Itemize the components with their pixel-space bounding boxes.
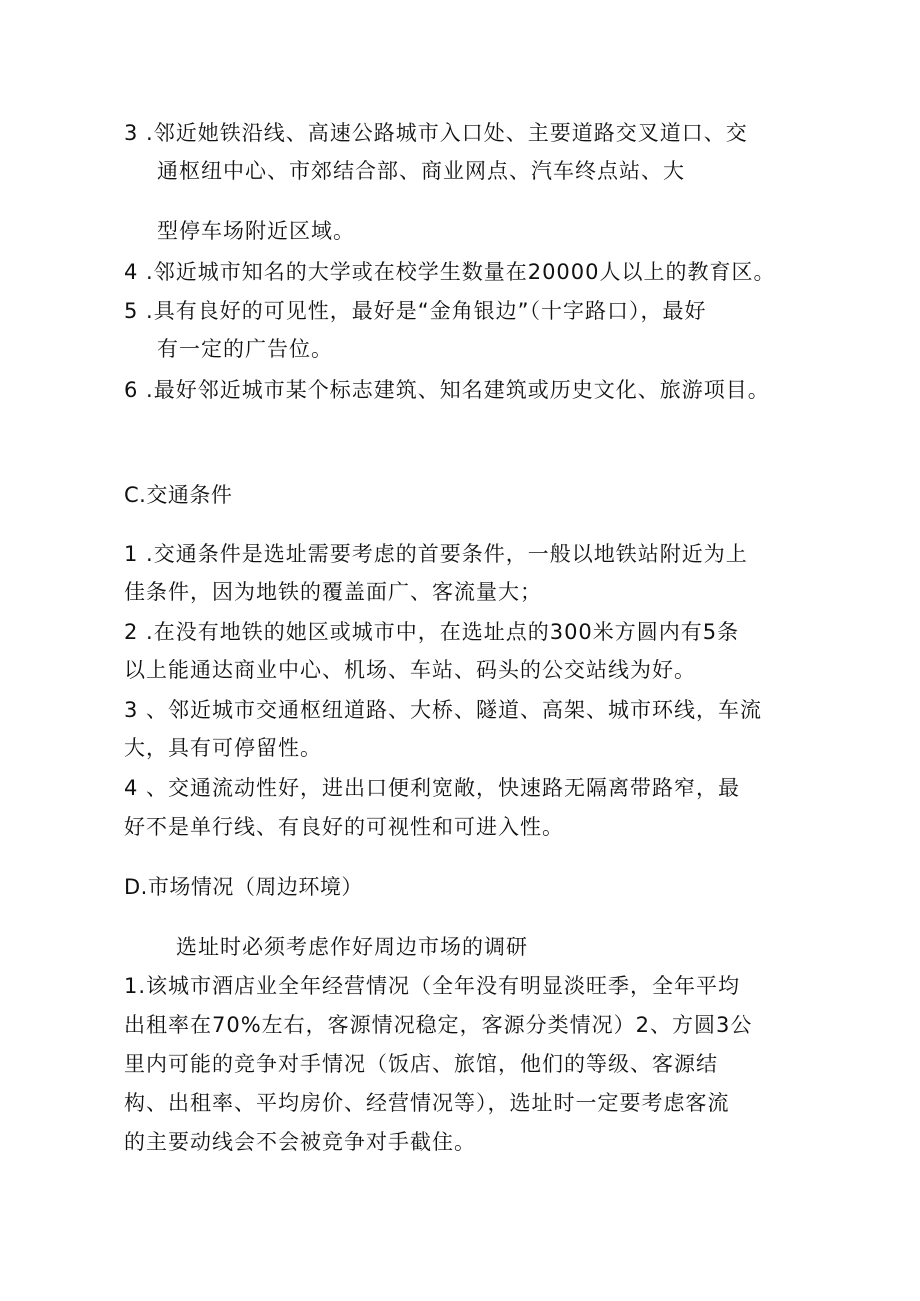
item-5-line-2: 有一定的广告位。 (157, 337, 333, 361)
c-item-1-line-2: 佳条件，因为地铁的覆盖面广、客流量大； (124, 580, 542, 604)
d-para-line-1: 1.该城市酒店业全年经营情况（全年没有明显淡旺季，全年平均 (124, 974, 741, 998)
item-3-line-2: 通枢纽中心、市郊结合部、商业网点、汽车终点站、大 (157, 159, 685, 183)
item-3-line-1: 3 .邻近她铁沿线、高速公路城市入口处、主要道路交叉道口、交 (124, 121, 748, 145)
item-4-line-1: 4 .邻近城市知名的大学或在校学生数量在20000人以上的教育区。 (124, 260, 776, 284)
d-para-line-5: 的主要动线会不会被竞争对手截住。 (124, 1130, 476, 1154)
c-item-2-line-2: 以上能通达商业中心、机场、车站、码头的公交站线为好。 (124, 658, 696, 682)
c-item-2-line-1: 2 .在没有地铁的她区或城市中，在选址点的300米方圆内有5条 (124, 620, 740, 644)
c-item-4-line-1: 4 、交通流动性好，进出口便利宽敞，快速路无隔离带路窄，最 (124, 776, 741, 800)
c-item-1-line-1: 1 .交通条件是选址需要考虑的首要条件，一般以地铁站附近为上 (124, 542, 748, 566)
section-d-heading: D.市场情况（周边环境） (124, 875, 363, 899)
section-c-heading: C.交通条件 (124, 483, 233, 507)
d-para-line-2: 出租率在70%左右，客源情况稳定，客源分类情况）2、方圆3公 (124, 1013, 753, 1037)
d-para-line-4: 构、出租率、平均房价、经营情况等），选址时一定要考虑客流 (124, 1091, 730, 1115)
c-item-3-line-1: 3 、邻近城市交通枢纽道路、大桥、隧道、高架、城市环线，车流 (124, 698, 763, 722)
d-para-line-3: 里内可能的竞争对手情况（饭店、旅馆，他们的等级、客源结 (124, 1052, 718, 1076)
item-3-line-3: 型停车场附近区域。 (157, 219, 355, 243)
c-item-4-line-2: 好不是单行线、有良好的可视性和可进入性。 (124, 815, 564, 839)
item-5-line-1: 5 .具有良好的可见性，最好是“金角银边”（十字路口），最好 (124, 299, 707, 323)
d-intro: 选址时必须考虑作好周边市场的调研 (176, 935, 528, 959)
item-6-line-1: 6 .最好邻近城市某个标志建筑、知名建筑或历史文化、旅游项目。 (124, 378, 770, 402)
c-item-3-line-2: 大，具有可停留性。 (124, 736, 322, 760)
